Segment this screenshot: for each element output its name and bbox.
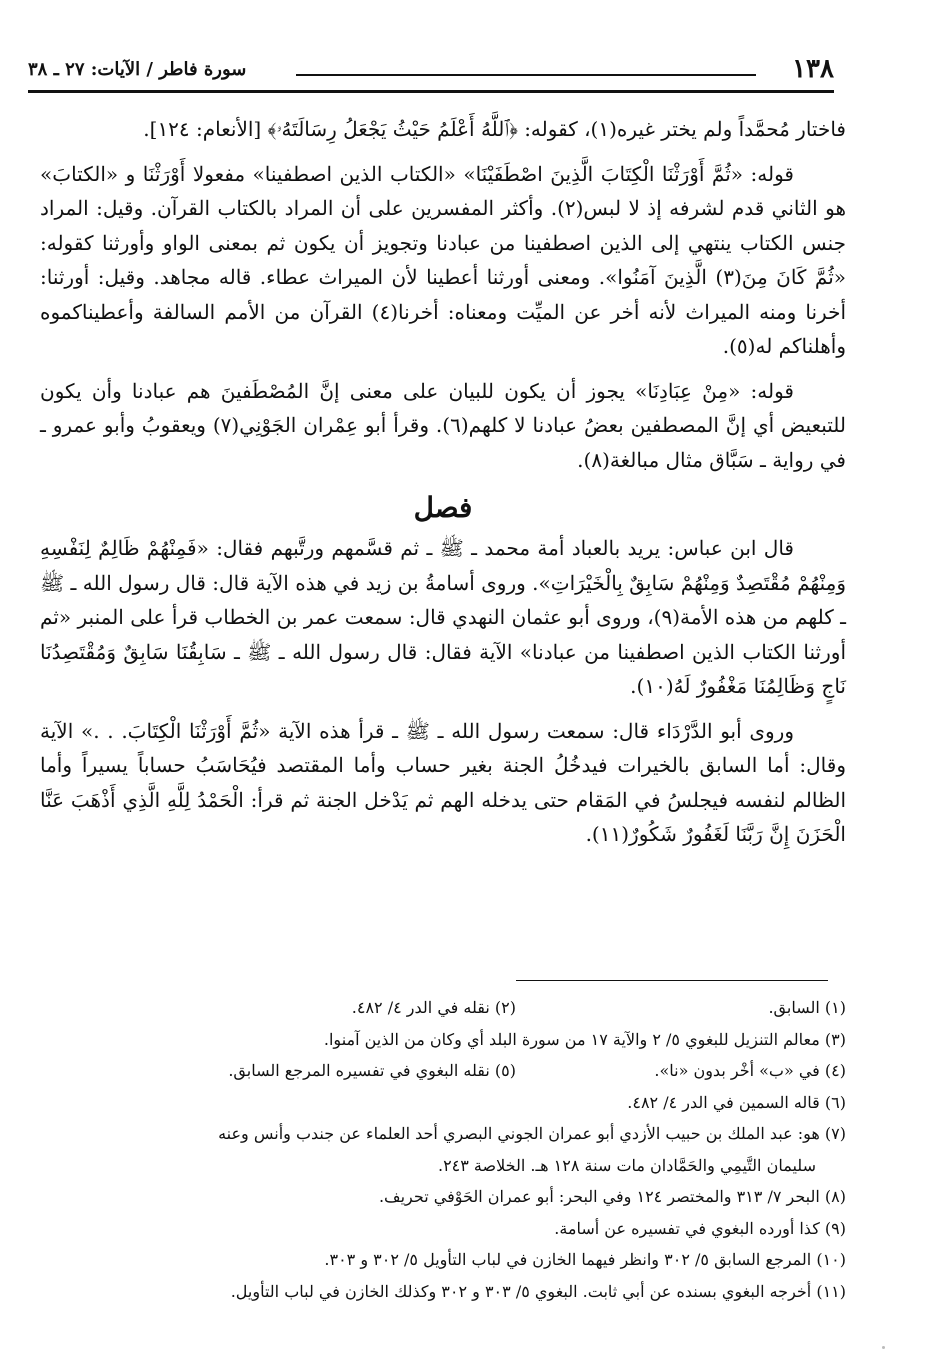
scan-speck xyxy=(882,1346,885,1349)
footnote-separator xyxy=(516,980,828,981)
main-text xyxy=(40,112,846,862)
paragraph-2: قوله: «ثُمَّ أَوْرَثْنَا الْكِتَابَ الَّذِينَ اصْطَفَيْنَا» «الكتاب الذين اصطفينا» مفعولا أَوْرَثْنَا و «الكتابَ» هو الثاني قدم لشرفه إذ لا لبس(٢). وأكثر المفسرين على أن المراد بالكتاب القرآن. وقيل: المراد جنس الكتاب ينتهي إلى الذين اصطفينا من عبادنا وتجويز أن يكون ثم بمعنى الواو وأورثنا كقوله: «ثُمَّ كَانَ مِنَ(٣) الَّذِينَ آمَنُوا». ومعنى أورثنا أعطينا لأن الميراث عطاء. قاله مجاهد. وقيل: أورثنا: أخرنا ومنه الميراث لأنه أخر عن الميِّت ومعناه: أخرنا(٤) القرآن من الأمم السالفة وأعطيناكموه وأهلناكم له(٥). xyxy=(40,161,846,358)
footnote-11: (١١) أخرجه البغوي بسنده عن أبي ثابت. البغوي ٥/ ٣٠٣ و ٣٠٢ وكذلك الخازن في لباب التأويل. xyxy=(230,1281,846,1301)
section-title: فصل xyxy=(413,491,473,524)
footnote-5: (٥) نقله البغوي في تفسيره المرجع السابق. xyxy=(228,1061,516,1080)
footnotes xyxy=(40,992,846,1307)
paragraph-1: فاختار مُحمَّداً ولم يختر غيره(١)، كقوله: ﴿ٱللَّهُ أَعْلَمُ حَيْثُ يَجْعَلُ رِسَالَتَهُۥ﴾ [الأنعام: ١٢٤]. xyxy=(143,117,846,141)
footnote-8: (٨) البحر ٧/ ٣١٣ والمختصر ١٢٤ وفي البحر: أبو عمران الحَوْفي تحريف. xyxy=(378,1187,846,1206)
footnote-row xyxy=(40,992,846,1024)
footnote-9: (٩) كذا أورده البغوي في تفسيره عن أسامة. xyxy=(554,1218,846,1238)
footnote-row xyxy=(40,1055,846,1087)
section-paragraph-2: وروى أبو الدَّرْدَاء قال: سمعت رسول الله ـ ﷺ ـ قرأ هذه الآية «ثُمَّ أَوْرَثْنَا الْكِتَابَ. . .» الآية وقال: أما السابق بالخيرات فيدخُلُ الجنة بغير حساب وأما المقتصد فيُحَاسَبُ حساباً يسيراً وأما الظالم لنفسه فيجلسُ في المَقام حتى يدخله الهم ثم يَدْخل الجنة ثم قرأ: الْحَمْدُ لِلَّهِ الَّذِي أَذْهَبَ عَنَّا الْحَزَنَ إِنَّ رَبَّنَا لَغَفُورٌ شَكُورٌ(١١). xyxy=(40,718,846,846)
page-header xyxy=(28,52,834,90)
section-paragraph-1: قال ابن عباس: يريد بالعباد أمة محمد ـ ﷺ ـ ثم قسَّمهم ورتَّبهم فقال: «فَمِنْهُمْ ظَالِمٌ لِنَفْسِهِ وَمِنْهُمْ مُقْتَصِدٌ وَمِنْهُمْ سَابِقٌ بِالْخَيْرَاتِ». وروى أسامةُ بن زيد في هذه الآية قال: قال رسول الله ـ ﷺ ـ كلهم من هذه الأمة(٩)، وروى أبو عثمان النهدي قال: سمعت عمر بن الخطاب قرأ على المنبر «ثم أورثنا الكتاب الذين اصطفينا من عبادنا» الآية فقال: قال رسول الله ـ ﷺ ـ سَابِقُنَا سَابِقٌ وَمُقْتَصِدُنَا نَاجٍ وَظَالِمُنَا مَغْفُورٌ لَهُ(١٠). xyxy=(40,536,847,698)
footnote-4: (٤) في «ب» أخْر بدون «نا». xyxy=(654,1061,846,1080)
footnote-10: (١٠) المرجع السابق ٥/ ٣٠٢ وانظر فيهما الخازن في لباب التأويل ٥/ ٣٠٢ و ٣٠٣. xyxy=(324,1250,846,1269)
header-divider xyxy=(28,90,834,93)
footnote-2: (٢) نقله في الدر ٤/ ٤٨٢. xyxy=(351,998,516,1017)
paragraph-3: قوله: «مِنْ عِبَادِنَا» يجوز أن يكون للبيان على معنى إنَّ المُصْطَفينَ هم عبادنا وأن يكون للتبعيض أي إنَّ المصطفين بعضُ عبادنا لا كلهم(٦). وقرأ أبو عِمْران الجَوْنِي(٧) ويعقوبُ وأبو عمرو ـ في رواية ـ سَبَّاق مثال مبالغة(٨). xyxy=(40,378,847,472)
footnote-6: (٦) قاله السمين في الدر ٤/ ٤٨٢. xyxy=(627,1092,846,1112)
running-title: سورة فاطر / الآيات: ٢٧ ـ ٣٨ xyxy=(28,59,247,80)
page-number: ١٣٨ xyxy=(792,54,834,84)
footnote-7-continued: سليمان التَّيمِي والحَمَّادان مات سنة ١٢٨ هـ. الخلاصة ٢٤٣. xyxy=(437,1155,816,1175)
footnote-1: (١) السابق. xyxy=(768,998,846,1017)
header-rule xyxy=(296,74,756,76)
footnote-3: (٣) معالم التنزيل للبغوي ٥/ ٢ والآية ١٧ من سورة البلد أي وكان من الذين آمنوا. xyxy=(323,1029,846,1049)
footnote-7: (٧) هو: عبد الملك بن حبيب الأزدي أبو عمران الجوني البصري أحد العلماء عن جندب وأنس وعنه xyxy=(218,1124,846,1143)
